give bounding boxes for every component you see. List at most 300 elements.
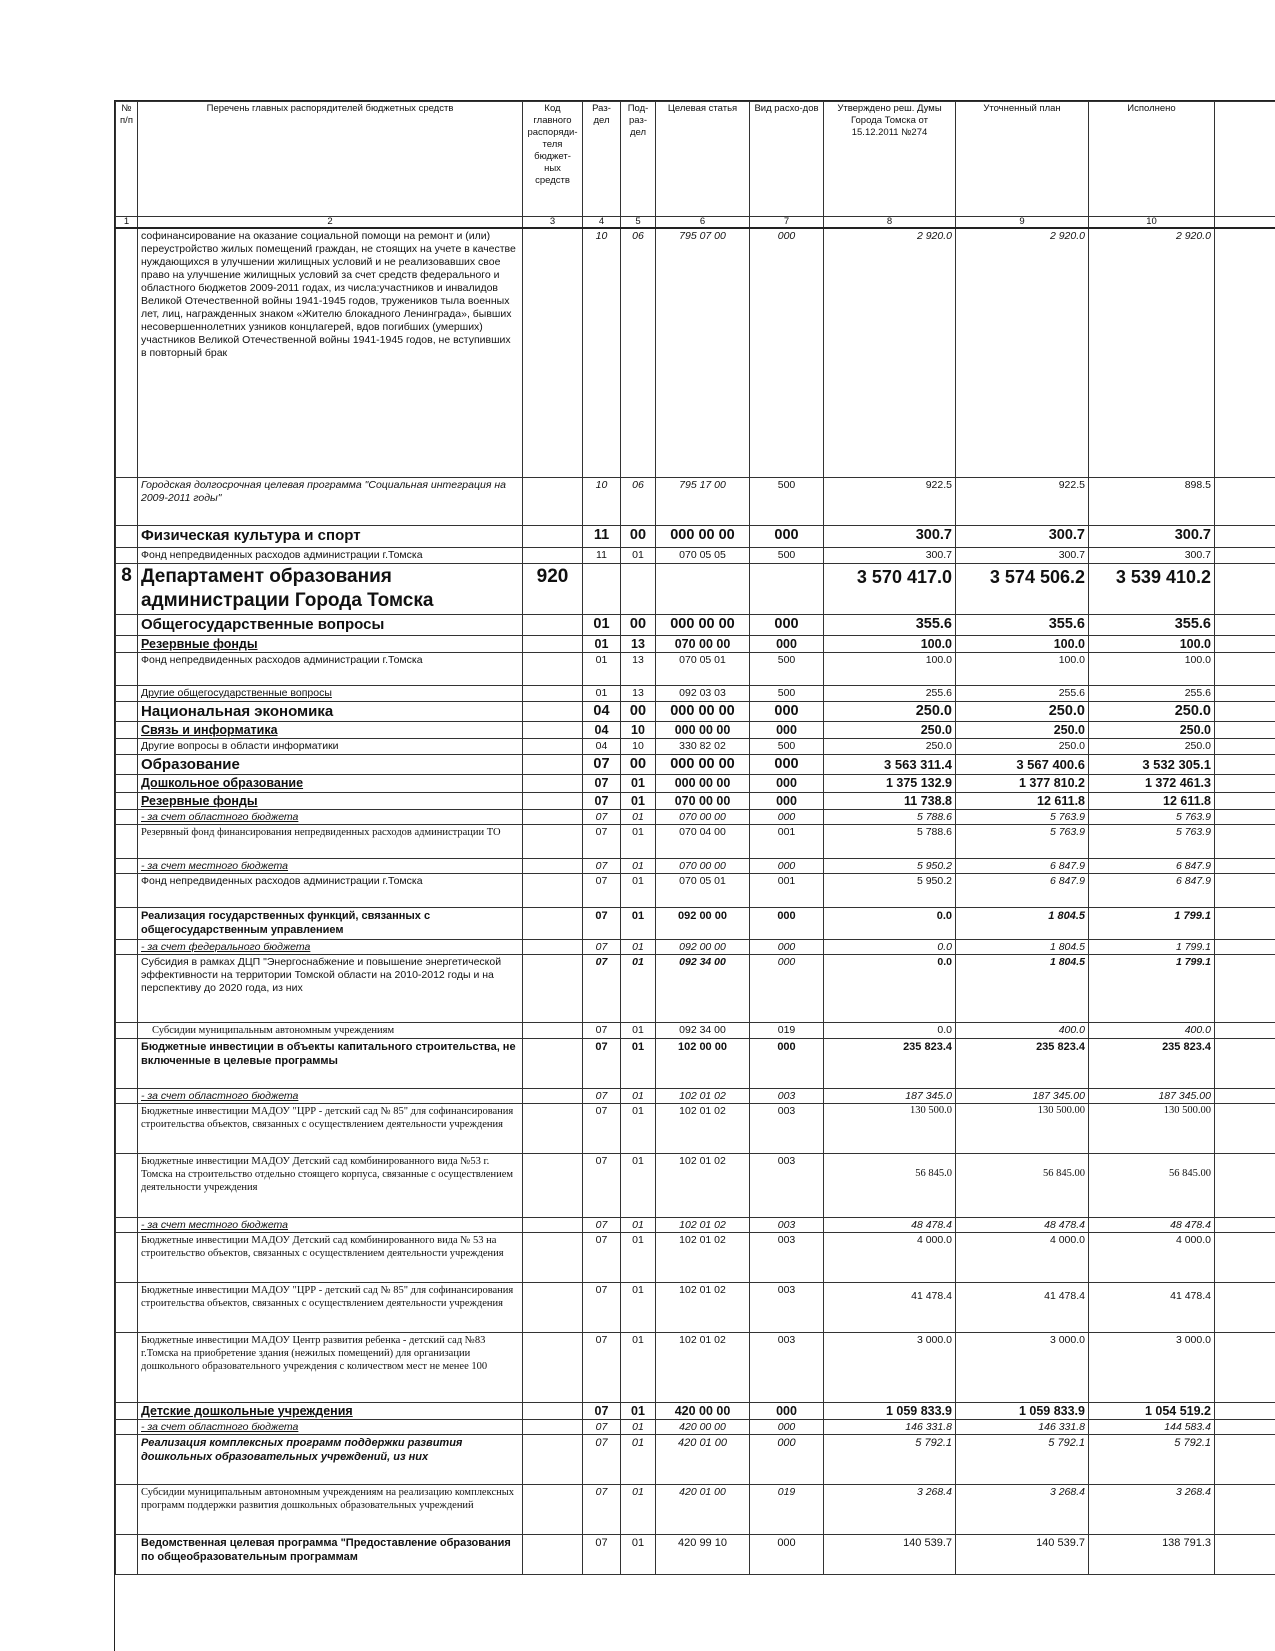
row-razdel: 07	[583, 1282, 621, 1332]
row-name: Бюджетные инвестиции в объекты капитального строительства, не включенные в целевые программы	[138, 1038, 523, 1088]
header-plan: Уточненный план	[956, 102, 1089, 217]
table-row	[116, 1038, 1275, 1088]
row-approved: 250.0	[824, 738, 956, 754]
table-row	[116, 1534, 1275, 1574]
row-vid: 001	[750, 824, 824, 858]
row-podrazdel: 01	[621, 1282, 656, 1332]
header-extra	[1215, 102, 1275, 217]
row-podrazdel: 01	[621, 1153, 656, 1217]
row-executed: 1 372 461.3	[1089, 774, 1215, 792]
row-vid: 019	[750, 1484, 824, 1534]
row-razdel: 07	[583, 792, 621, 809]
row-statya: 000 00 00	[656, 701, 750, 721]
table-row	[116, 1402, 1275, 1419]
row-plan: 4 000.0	[956, 1232, 1089, 1282]
table-row	[116, 1419, 1275, 1434]
row-statya: 795 07 00	[656, 228, 750, 477]
row-approved: 255.6	[824, 685, 956, 701]
row-executed: 300.7	[1089, 525, 1215, 547]
table-row	[116, 1103, 1275, 1153]
row-name: - за счет областного бюджета	[138, 1419, 523, 1434]
table-row	[116, 754, 1275, 774]
row-approved: 3 000.0	[824, 1332, 956, 1402]
header-approved: Утверждено реш. Думы Города Томска от 15.12.2011 №274	[824, 102, 956, 217]
row-podrazdel: 10	[621, 738, 656, 754]
row-plan: 56 845.00	[956, 1153, 1089, 1217]
row-executed: 56 845.00	[1089, 1153, 1215, 1217]
table-row	[116, 525, 1275, 547]
row-plan: 2 920.0	[956, 228, 1089, 477]
row-vid: 019	[750, 1022, 824, 1038]
row-name: Физическая культура и спорт	[138, 525, 523, 547]
row-approved: 355.6	[824, 614, 956, 635]
row-vid: 000	[750, 228, 824, 477]
row-name: - за счет федерального бюджета	[138, 939, 523, 954]
row-statya: 070 05 01	[656, 873, 750, 907]
row-statya: 000 00 00	[656, 525, 750, 547]
row-name: Общегосударственные вопросы	[138, 614, 523, 635]
table-row	[116, 858, 1275, 873]
row-plan: 187 345.00	[956, 1088, 1089, 1103]
row-executed: 2 920.0	[1089, 228, 1215, 477]
row-razdel: 07	[583, 754, 621, 774]
row-executed: 130 500.00	[1089, 1103, 1215, 1153]
col-number: 2	[138, 217, 523, 229]
row-razdel: 04	[583, 738, 621, 754]
row-approved: 5 788.6	[824, 809, 956, 824]
row-approved: 11 738.8	[824, 792, 956, 809]
row-name: - за счет местного бюджета	[138, 858, 523, 873]
row-executed: 1 799.1	[1089, 939, 1215, 954]
table-row	[116, 1088, 1275, 1103]
row-razdel: 01	[583, 685, 621, 701]
budget-table-page	[114, 100, 1275, 1651]
row-vid: 500	[750, 477, 824, 525]
row-plan: 6 847.9	[956, 873, 1089, 907]
row-podrazdel: 10	[621, 721, 656, 738]
row-plan: 255.6	[956, 685, 1089, 701]
row-statya: 420 00 00	[656, 1402, 750, 1419]
table-row	[116, 1484, 1275, 1534]
row-name: Резервные фонды	[138, 635, 523, 652]
row-approved: 250.0	[824, 701, 956, 721]
row-name: Дошкольное образование	[138, 774, 523, 792]
row-executed: 12 611.8	[1089, 792, 1215, 809]
row-name: Другие общегосударственные вопросы	[138, 685, 523, 701]
row-razdel: 04	[583, 701, 621, 721]
row-plan: 1 804.5	[956, 939, 1089, 954]
row-podrazdel: 01	[621, 792, 656, 809]
row-podrazdel: 01	[621, 873, 656, 907]
row-executed: 355.6	[1089, 614, 1215, 635]
row-razdel: 07	[583, 858, 621, 873]
row-name: Субсидии муниципальным автономным учреждениям на реализацию комплексных программ поддержки развития дошкольных образовательных учреждений	[138, 1484, 523, 1534]
row-approved: 100.0	[824, 652, 956, 685]
row-approved: 100.0	[824, 635, 956, 652]
row-vid: 000	[750, 614, 824, 635]
row-executed: 6 847.9	[1089, 858, 1215, 873]
header-statya: Целевая статья	[656, 102, 750, 217]
row-podrazdel: 01	[621, 1534, 656, 1574]
row-podrazdel: 00	[621, 525, 656, 547]
row-executed: 48 478.4	[1089, 1217, 1215, 1232]
row-vid: 000	[750, 635, 824, 652]
row-vid: 000	[750, 1402, 824, 1419]
col-number: 7	[750, 217, 824, 229]
row-podrazdel: 01	[621, 809, 656, 824]
row-executed: 250.0	[1089, 738, 1215, 754]
row-executed: 5 792.1	[1089, 1434, 1215, 1484]
table-row	[116, 1332, 1275, 1402]
row-code	[523, 228, 583, 477]
row-statya: 000 00 00	[656, 721, 750, 738]
col-number: 4	[583, 217, 621, 229]
row-razdel: 07	[583, 954, 621, 1022]
row-approved: 300.7	[824, 525, 956, 547]
row-approved: 41 478.4	[824, 1282, 956, 1332]
row-statya: 070 04 00	[656, 824, 750, 858]
row-plan: 1 059 833.9	[956, 1402, 1089, 1419]
table-row	[116, 738, 1275, 754]
row-plan: 48 478.4	[956, 1217, 1089, 1232]
row-podrazdel: 06	[621, 477, 656, 525]
row-statya: 102 01 02	[656, 1282, 750, 1332]
row-razdel: 07	[583, 774, 621, 792]
row-statya: 070 05 01	[656, 652, 750, 685]
row-executed: 41 478.4	[1089, 1282, 1215, 1332]
row-approved: 4 000.0	[824, 1232, 956, 1282]
row-vid: 000	[750, 774, 824, 792]
row-statya: 420 00 00	[656, 1419, 750, 1434]
row-statya: 092 34 00	[656, 954, 750, 1022]
row-executed: 4 000.0	[1089, 1232, 1215, 1282]
row-vid: 000	[750, 939, 824, 954]
row-razdel: 11	[583, 525, 621, 547]
row-razdel: 11	[583, 547, 621, 563]
row-plan: 12 611.8	[956, 792, 1089, 809]
row-podrazdel: 01	[621, 1402, 656, 1419]
row-razdel: 07	[583, 1038, 621, 1088]
row-executed: 3 268.4	[1089, 1484, 1215, 1534]
row-name: Фонд непредвиденных расходов администрации г.Томска	[138, 652, 523, 685]
row-executed: 6 847.9	[1089, 873, 1215, 907]
table-row	[116, 792, 1275, 809]
row-vid: 003	[750, 1153, 824, 1217]
row-statya: 092 00 00	[656, 907, 750, 939]
row-razdel: 10	[583, 477, 621, 525]
row-statya: 102 01 02	[656, 1232, 750, 1282]
table-row	[116, 635, 1275, 652]
row-podrazdel: 13	[621, 652, 656, 685]
row-vid: 000	[750, 701, 824, 721]
row-statya: 102 01 02	[656, 1217, 750, 1232]
row-statya: 102 01 02	[656, 1103, 750, 1153]
row-plan: 3 567 400.6	[956, 754, 1089, 774]
row-approved: 1 059 833.9	[824, 1402, 956, 1419]
row-approved: 1 375 132.9	[824, 774, 956, 792]
table-row	[116, 1232, 1275, 1282]
row-executed: 5 763.9	[1089, 824, 1215, 858]
table-row	[116, 1153, 1275, 1217]
row-statya: 420 99 10	[656, 1534, 750, 1574]
table-row	[116, 907, 1275, 939]
row-statya: 102 01 02	[656, 1153, 750, 1217]
row-plan: 130 500.00	[956, 1103, 1089, 1153]
row-num	[116, 228, 138, 477]
row-name: - за счет областного бюджета	[138, 1088, 523, 1103]
row-statya: 420 01 00	[656, 1434, 750, 1484]
row-podrazdel: 00	[621, 614, 656, 635]
row-name: - за счет областного бюджета	[138, 809, 523, 824]
row-statya: 102 00 00	[656, 1038, 750, 1088]
row-executed: 144 583.4	[1089, 1419, 1215, 1434]
header-code: Код главного распоряди-теля бюджет-ных средств	[523, 102, 583, 217]
row-approved: 5 788.6	[824, 824, 956, 858]
row-statya: 070 00 00	[656, 858, 750, 873]
row-statya: 000 00 00	[656, 754, 750, 774]
row-vid: 003	[750, 1103, 824, 1153]
row-name: Национальная экономика	[138, 701, 523, 721]
header-num: № п/п	[116, 102, 138, 217]
row-podrazdel: 01	[621, 1484, 656, 1534]
row-plan: 300.7	[956, 547, 1089, 563]
header-vid: Вид расхо-дов	[750, 102, 824, 217]
row-plan: 5 763.9	[956, 824, 1089, 858]
row-podrazdel: 01	[621, 1419, 656, 1434]
header-executed: Исполнено	[1089, 102, 1215, 217]
row-executed: 250.0	[1089, 701, 1215, 721]
table-row	[116, 614, 1275, 635]
row-podrazdel: 00	[621, 754, 656, 774]
row-vid: 000	[750, 721, 824, 738]
row-code: 920	[523, 563, 583, 614]
row-name: Субсидии муниципальным автономным учреждениям	[138, 1022, 523, 1038]
row-plan: 100.0	[956, 635, 1089, 652]
row-vid: 000	[750, 907, 824, 939]
row-statya: 795 17 00	[656, 477, 750, 525]
row-approved: 0.0	[824, 1022, 956, 1038]
row-plan: 3 000.0	[956, 1332, 1089, 1402]
row-podrazdel: 01	[621, 1103, 656, 1153]
row-statya: 070 00 00	[656, 809, 750, 824]
row-statya: 420 01 00	[656, 1484, 750, 1534]
row-plan: 5 763.9	[956, 809, 1089, 824]
row-name: Субсидия в рамках ДЦП "Энергоснабжение и повышение энергетической эффективности на территории Томской области на 2010-2012 годы и на перспективу до 2020 года, из них	[138, 954, 523, 1022]
row-executed: 5 763.9	[1089, 809, 1215, 824]
row-vid: 003	[750, 1088, 824, 1103]
row-name: Бюджетные инвестиции МАДОУ "ЦРР - детский сад № 85" для софинансирования строительства объектов, связанных с осуществлением деятельности учреждения	[138, 1282, 523, 1332]
row-statya: 102 01 02	[656, 1088, 750, 1103]
row-podrazdel: 01	[621, 1038, 656, 1088]
col-number: 6	[656, 217, 750, 229]
row-executed: 100.0	[1089, 635, 1215, 652]
row-vid: 500	[750, 547, 824, 563]
row-approved: 146 331.8	[824, 1419, 956, 1434]
row-approved: 48 478.4	[824, 1217, 956, 1232]
row-approved: 0.0	[824, 939, 956, 954]
row-razdel: 07	[583, 1534, 621, 1574]
row-podrazdel: 01	[621, 1232, 656, 1282]
table-row	[116, 774, 1275, 792]
col-number: 10	[1089, 217, 1215, 229]
row-executed: 898.5	[1089, 477, 1215, 525]
row-plan: 5 792.1	[956, 1434, 1089, 1484]
row-vid: 000	[750, 1038, 824, 1088]
row-approved: 235 823.4	[824, 1038, 956, 1088]
col-number: 9	[956, 217, 1089, 229]
table-row	[116, 809, 1275, 824]
row-executed: 400.0	[1089, 1022, 1215, 1038]
row-statya: 330 82 02	[656, 738, 750, 754]
row-razdel: 01	[583, 614, 621, 635]
row-razdel: 07	[583, 1419, 621, 1434]
row-approved: 300.7	[824, 547, 956, 563]
row-razdel: 10	[583, 228, 621, 477]
row-plan: 41 478.4	[956, 1282, 1089, 1332]
row-executed: 3 000.0	[1089, 1332, 1215, 1402]
row-vid: 003	[750, 1282, 824, 1332]
row-podrazdel: 01	[621, 1022, 656, 1038]
row-razdel: 07	[583, 907, 621, 939]
row-plan: 6 847.9	[956, 858, 1089, 873]
row-name: Фонд непредвиденных расходов администрации г.Томска	[138, 547, 523, 563]
row-statya: 000 00 00	[656, 614, 750, 635]
row-podrazdel: 13	[621, 635, 656, 652]
row-statya: 070 00 00	[656, 635, 750, 652]
table-row	[116, 1434, 1275, 1484]
table-row	[116, 1217, 1275, 1232]
row-approved: 56 845.0	[824, 1153, 956, 1217]
row-razdel: 01	[583, 652, 621, 685]
table-row	[116, 939, 1275, 954]
row-razdel: 07	[583, 1434, 621, 1484]
row-approved: 187 345.0	[824, 1088, 956, 1103]
table-row	[116, 1282, 1275, 1332]
header-razdel: Раз-дел	[583, 102, 621, 217]
row-statya: 070 05 05	[656, 547, 750, 563]
row-plan: 355.6	[956, 614, 1089, 635]
row-vid: 003	[750, 1332, 824, 1402]
row-name: Детские дошкольные учреждения	[138, 1402, 523, 1419]
row-name: Бюджетные инвестиции МАДОУ Детский сад комбинированного вида №53 г. Томска на строительство отдельно стоящего корпуса, связанные с осуществлением деятельности учреждения	[138, 1153, 523, 1217]
col-number: 1	[116, 217, 138, 229]
row-vid: 001	[750, 873, 824, 907]
budget-table	[115, 101, 1275, 1575]
row-podrazdel: 01	[621, 907, 656, 939]
table-row	[116, 701, 1275, 721]
row-plan: 146 331.8	[956, 1419, 1089, 1434]
row-executed: 300.7	[1089, 547, 1215, 563]
row-vid: 000	[750, 954, 824, 1022]
row-name: Фонд непредвиденных расходов администрации г.Томска	[138, 873, 523, 907]
row-podrazdel: 01	[621, 547, 656, 563]
row-name: Резервный фонд финансирования непредвиденных расходов администрации ТО	[138, 824, 523, 858]
row-approved: 250.0	[824, 721, 956, 738]
row-podrazdel: 01	[621, 824, 656, 858]
row-plan: 1 804.5	[956, 954, 1089, 1022]
column-number-row	[116, 217, 1275, 229]
row-podrazdel: 01	[621, 1217, 656, 1232]
row-plan: 140 539.7	[956, 1534, 1089, 1574]
row-plan: 250.0	[956, 701, 1089, 721]
row-name: Бюджетные инвестиции МАДОУ Центр развития ребенка - детский сад №83 г.Томска на приобретение здания (нежилых помещений) для организации дошкольного образовательного учреждения с количеством мест не менее 100	[138, 1332, 523, 1402]
header-podrazdel: Под-раз-дел	[621, 102, 656, 217]
row-plan: 250.0	[956, 721, 1089, 738]
table-row	[116, 652, 1275, 685]
row-razdel: 07	[583, 939, 621, 954]
row-plan: 3 268.4	[956, 1484, 1089, 1534]
row-vid: 000	[750, 754, 824, 774]
row-executed: 187 345.00	[1089, 1088, 1215, 1103]
row-statya: 092 03 03	[656, 685, 750, 701]
row-plan: 1 377 810.2	[956, 774, 1089, 792]
row-approved: 5 792.1	[824, 1434, 956, 1484]
row-podrazdel: 01	[621, 1434, 656, 1484]
table-row	[116, 1022, 1275, 1038]
row-plan: 400.0	[956, 1022, 1089, 1038]
row-executed: 1 799.1	[1089, 954, 1215, 1022]
row-executed: 235 823.4	[1089, 1038, 1215, 1088]
row-plan: 100.0	[956, 652, 1089, 685]
table-row	[116, 954, 1275, 1022]
row-razdel: 07	[583, 1088, 621, 1103]
row-podrazdel: 01	[621, 858, 656, 873]
row-vid: 003	[750, 1232, 824, 1282]
row-name: Образование	[138, 754, 523, 774]
row-name: Связь и информатика	[138, 721, 523, 738]
row-statya: 102 01 02	[656, 1332, 750, 1402]
row-approved: 0.0	[824, 907, 956, 939]
row-num: 8	[116, 563, 138, 614]
row-razdel: 07	[583, 1217, 621, 1232]
row-plan: 3 574 506.2	[956, 563, 1089, 614]
row-executed: 100.0	[1089, 652, 1215, 685]
col-number: 5	[621, 217, 656, 229]
row-plan: 922.5	[956, 477, 1089, 525]
table-row	[116, 685, 1275, 701]
table-row	[116, 547, 1275, 563]
row-podrazdel: 00	[621, 701, 656, 721]
row-approved: 3 563 311.4	[824, 754, 956, 774]
row-podrazdel: 01	[621, 774, 656, 792]
row-razdel: 07	[583, 1153, 621, 1217]
row-razdel: 07	[583, 809, 621, 824]
row-approved: 140 539.7	[824, 1534, 956, 1574]
row-executed: 250.0	[1089, 721, 1215, 738]
table-row	[116, 721, 1275, 738]
row-vid: 500	[750, 685, 824, 701]
row-vid: 000	[750, 858, 824, 873]
row-razdel: 07	[583, 1484, 621, 1534]
row-plan: 300.7	[956, 525, 1089, 547]
row-plan: 235 823.4	[956, 1038, 1089, 1088]
row-name: Другие вопросы в области информатики	[138, 738, 523, 754]
row-podrazdel: 13	[621, 685, 656, 701]
department-row	[116, 563, 1275, 614]
row-name: - за счет местного бюджета	[138, 1217, 523, 1232]
row-razdel: 07	[583, 1332, 621, 1402]
row-executed: 1 799.1	[1089, 907, 1215, 939]
row-razdel: 07	[583, 1402, 621, 1419]
row-plan: 250.0	[956, 738, 1089, 754]
row-vid: 003	[750, 1217, 824, 1232]
table-row	[116, 228, 1275, 477]
row-executed: 138 791.3	[1089, 1534, 1215, 1574]
row-razdel: 07	[583, 1022, 621, 1038]
row-vid: 000	[750, 1534, 824, 1574]
table-row	[116, 477, 1275, 525]
row-executed: 3 532 305.1	[1089, 754, 1215, 774]
